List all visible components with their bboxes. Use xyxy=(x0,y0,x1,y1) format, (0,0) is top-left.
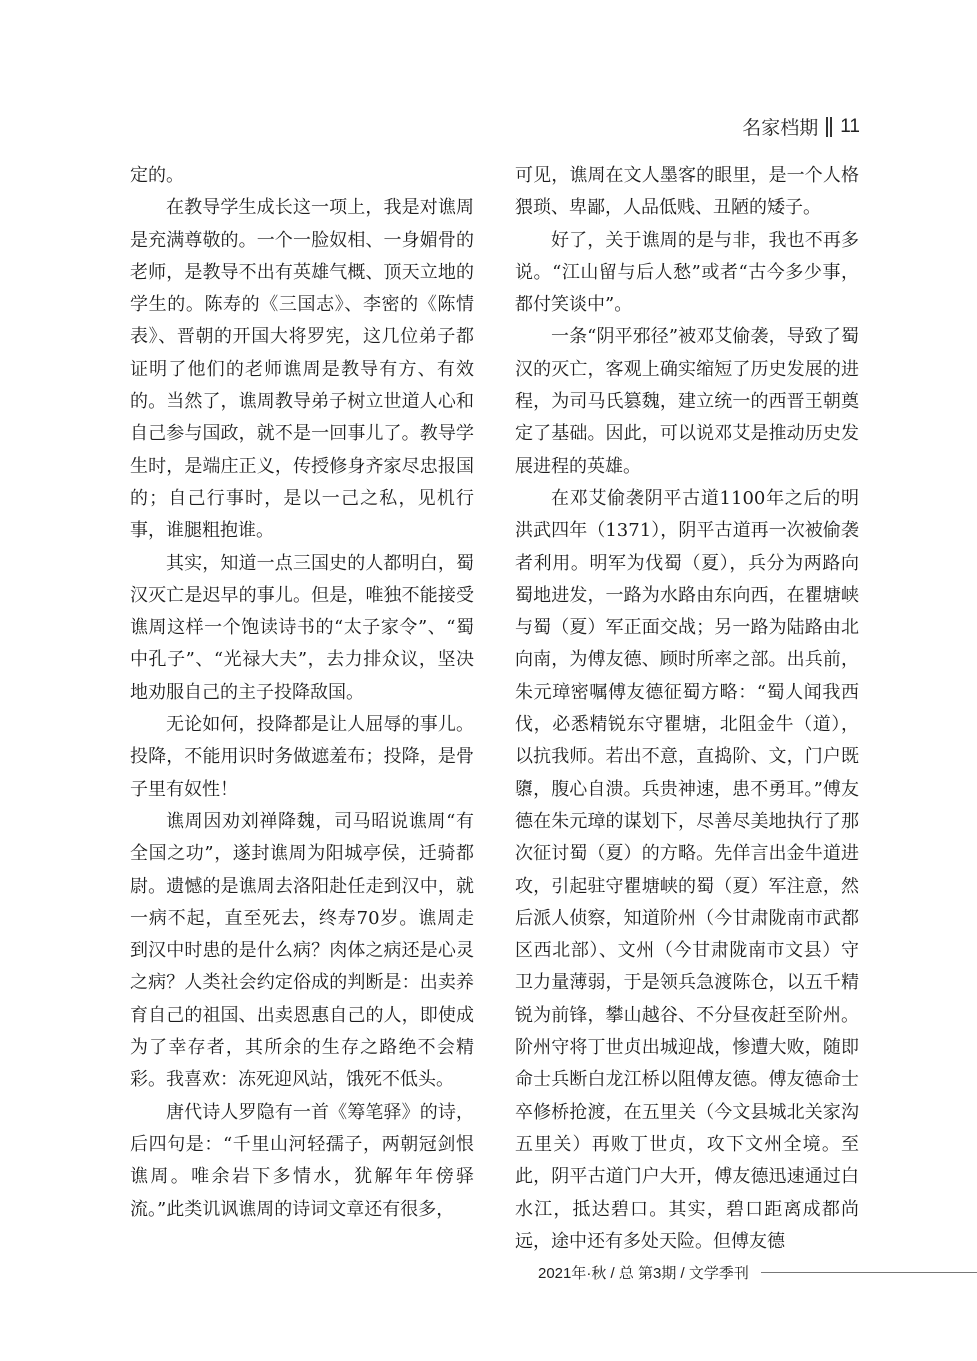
paragraph: 一条“阴平邪径”被邓艾偷袭，导致了蜀汉的灭亡，客观上确实缩短了历史发展的进程，为司马氏篡魏，建立统一的西晋王朝奠定了基础。因此，可以说邓艾是推动历史发展进程的英雄。 xyxy=(515,326,859,477)
footer xyxy=(538,1262,977,1283)
issue-info: 2021年·秋 / 总 第3期 / 文学季刊 xyxy=(538,1265,749,1282)
running-header xyxy=(742,113,860,140)
paragraph: 好了，关于谯周的是与非，我也不再多说。“江山留与后人愁”或者“古今多少事，都付笑谈中”。 xyxy=(515,229,859,316)
section-title: 名家档期 xyxy=(742,118,819,139)
paragraph: 可见，谯周在文人墨客的眼里，是一个人格猥琐、卑鄙，人品低贱、丑陋的矮子。 xyxy=(515,165,859,219)
left-column xyxy=(130,160,474,1226)
paragraph: 其实，知道一点三国史的人都明白，蜀汉灭亡是迟早的事儿。但是，唯独不能接受谯周这样一个饱读诗书的“太子家令”、“蜀中孔子”、“光禄大夫”，去力排众议，坚决地劝服自己的主子投降敌国。 xyxy=(130,552,474,703)
paragraph: 唐代诗人罗隐有一首《筹笔驿》的诗，后四句是：“千里山河轻孺子，两朝冠剑恨谯周。唯余岩下多情水，犹解年年傍驿流。”此类讥讽谯周的诗词文章还有很多， xyxy=(130,1101,474,1220)
paragraph: 谯周因劝刘禅降魏，司马昭说谯周“有全国之功”，遂封谯周为阳城亭侯，迁骑都尉。遗憾的是谯周去洛阳赴任走到汉中，就一病不起，直至死去，终寿70岁。谯周走到汉中时患的是什么病？肉体之病还是心灵之病？人类社会约定俗成的判断是：出卖养育自己的祖国、出卖恩惠自己的人，即使成为了幸存者，其所余的生存之路绝不会精彩。我喜欢：冻死迎风站，饿死不低头。 xyxy=(130,810,474,1091)
paragraph: 在邓艾偷袭阴平古道1100年之后的明洪武四年（1371），阴平古道再一次被偷袭者利用。明军为伐蜀（夏），兵分为两路向蜀地进发，一路为水路由东向西，在瞿塘峡与蜀（夏）军正面交战；另一路为陆路由北向南，为傅友德、顾时所率之部。出兵前，朱元璋密嘱傅友德征蜀方略：“蜀人闻我西伐，必悉精锐东守瞿塘，北阻金牛（道），以抗我师。若出不意，直捣阶、文，门户既隳，腹心自溃。兵贵神速，患不勇耳。”傅友德在朱元璋的谋划下，尽善尽美地执行了那次征讨蜀（夏）的方略。先佯言出金牛道进攻，引起驻守瞿塘峡的蜀（夏）军注意，然后派人侦察，知道阶州（今甘肃陇南市武都区西北部）、文州（今甘肃陇南市文县）守卫力量薄弱，于是领兵急渡陈仓，以五千精锐为前锋，攀山越谷、不分昼夜赶至阶州。阶州守将丁世贞出城迎战，惨遭大败，随即命士兵断白龙江桥以阻傅友德。傅友德命士卒修桥抢渡，在五里关（今文县城北关家沟五里关）再败丁世贞，攻下文州全境。至此，阴平古道门户大开，傅友德迅速通过白水江，抵达碧口。其实，碧口距离成都尚远，途中还有多处天险。但傅友德 xyxy=(515,487,859,1252)
footer-rule xyxy=(761,1272,977,1273)
header-divider xyxy=(826,117,832,137)
right-column xyxy=(515,160,859,1258)
paragraph: 无论如何，投降都是让人屈辱的事儿。投降，不能用识时务做遮羞布；投降，是骨子里有奴性！ xyxy=(130,714,474,800)
paragraph: 定的。 xyxy=(130,165,184,186)
paragraph: 在教导学生成长这一项上，我是对谯周是充满尊敬的。一个一脸奴相、一身媚骨的老师，是教导不出有英雄气概、顶天立地的学生的。陈寿的《三国志》、李密的《陈情表》、晋朝的开国大将罗宪，这几位弟子都证明了他们的老师谯周是教导有方、有效的。当然了，谯周教导弟子树立世道人心和自己参与国政，就不是一回事儿了。教导学生时，是端庄正义，传授修身齐家尽忠报国的；自己行事时，是以一己之私，见机行事，谁腿粗抱谁。 xyxy=(130,197,474,542)
page-number: 11 xyxy=(840,115,860,137)
